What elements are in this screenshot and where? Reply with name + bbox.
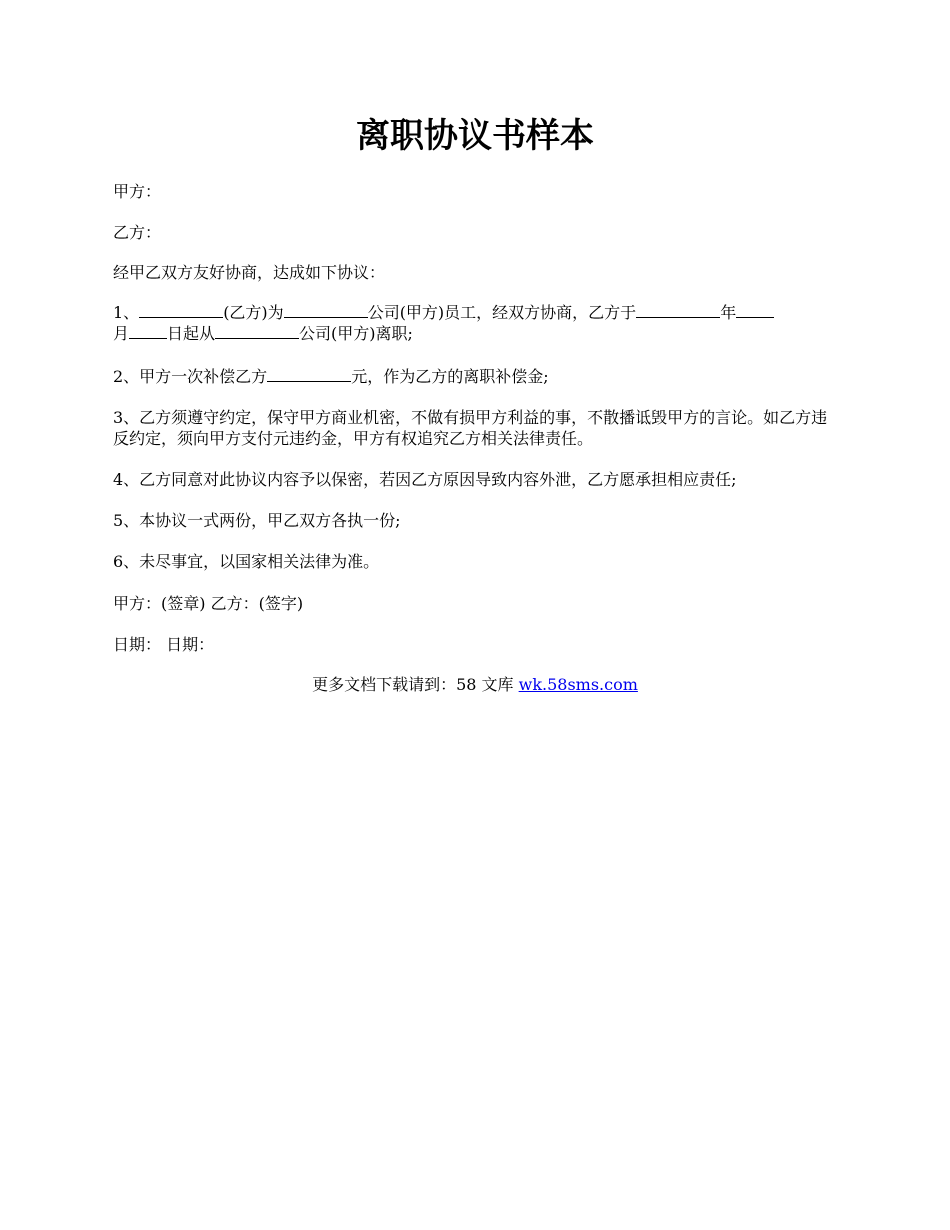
clause-5: 5、本协议一式两份，甲乙双方各执一份; xyxy=(113,511,401,530)
clause-3: 3、乙方须遵守约定，保守甲方商业机密，不做有损甲方利益的事，不散播诋毁甲方的言论。如乙方违反约定，须向甲方支付元违约金，甲方有权追究乙方相关法律责任。 xyxy=(113,408,828,448)
clause-1-text-g: 公司(甲方)离职; xyxy=(299,324,413,343)
document-title: 离职协议书样本 xyxy=(356,116,594,156)
intro-paragraph: 经甲乙双方友好协商，达成如下协议： xyxy=(113,263,386,282)
blank-field xyxy=(267,366,351,382)
clause-1-text-d: 年 xyxy=(720,303,737,322)
clause-2-text-a: 2、甲方一次补偿乙方 xyxy=(113,367,268,386)
clause-6: 6、未尽事宜，以国家相关法律为准。 xyxy=(113,552,380,571)
clause-4: 4、乙方同意对此协议内容予以保密，若因乙方原因导致内容外泄，乙方愿承担相应责任; xyxy=(113,470,737,489)
clause-1-text-e: 月 xyxy=(113,324,130,343)
clause-1 xyxy=(113,302,839,344)
blank-field xyxy=(129,323,167,339)
date-line: 日期： 日期： xyxy=(113,635,215,654)
clause-2-text-b: 元，作为乙方的离职补偿金; xyxy=(351,367,549,386)
blank-field xyxy=(139,302,223,318)
clause-1-text-f: 日起从 xyxy=(167,324,216,343)
clause-1-text-c: 公司(甲方)员工，经双方协商，乙方于 xyxy=(367,303,637,322)
party-b-label: 乙方： xyxy=(113,223,162,242)
blank-field xyxy=(284,302,368,318)
party-a-label: 甲方： xyxy=(113,182,162,201)
footer-link[interactable]: wk.58sms.com xyxy=(518,675,638,694)
blank-field xyxy=(215,323,299,339)
signature-line: 甲方：(签章) 乙方：(签字) xyxy=(113,594,304,613)
blank-field xyxy=(636,302,720,318)
footer-text: 更多文档下载请到：58 文库 xyxy=(312,675,519,694)
clause-2 xyxy=(113,366,839,387)
clause-1-prefix: 1、 xyxy=(113,303,140,322)
clause-1-text-b: (乙方)为 xyxy=(223,303,284,322)
blank-field xyxy=(736,302,774,318)
footer xyxy=(0,674,950,695)
